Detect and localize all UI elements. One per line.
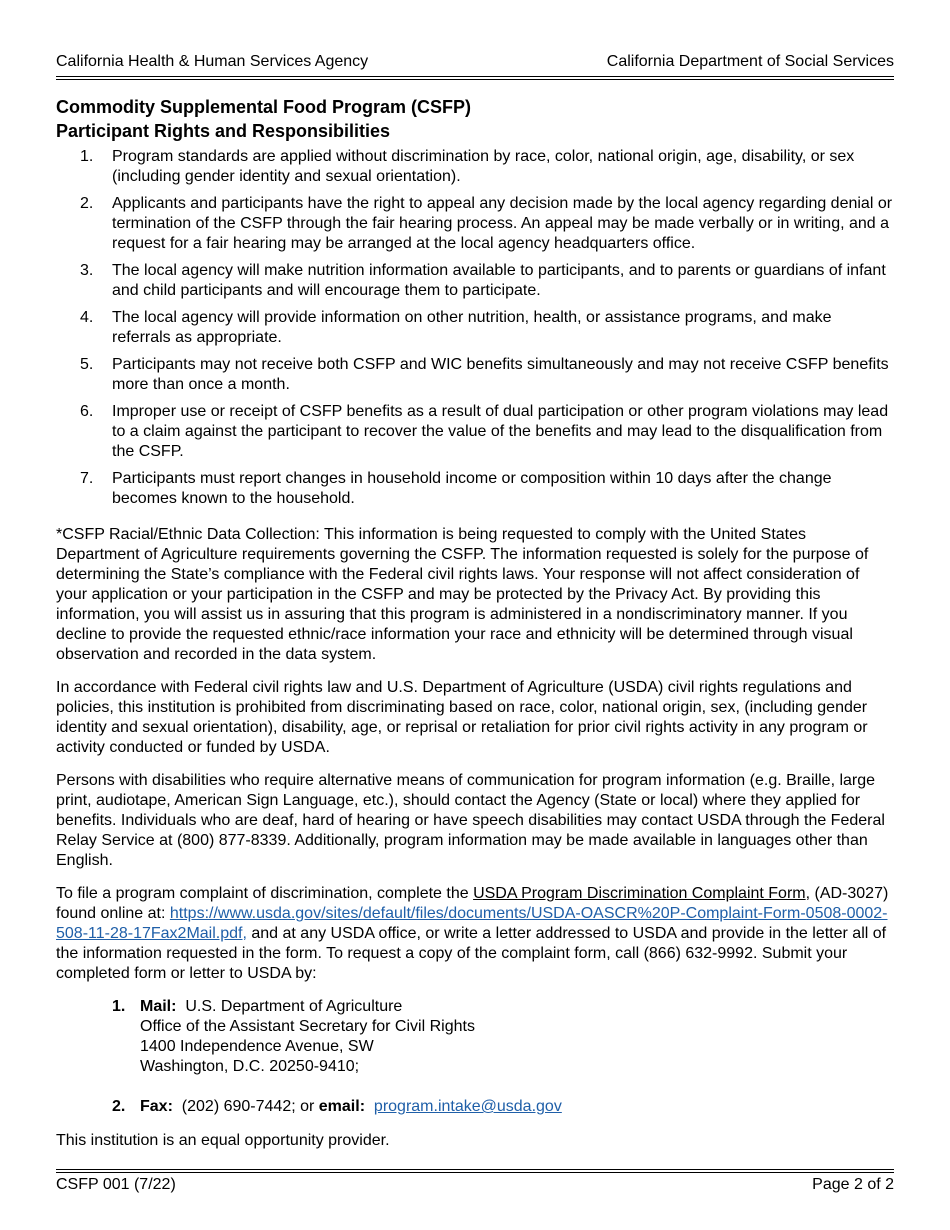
page-title <box>56 95 894 143</box>
complaint-intro: To file a program complaint of discrimination, complete the <box>56 885 474 902</box>
title-line-1: Commodity Supplemental Food Program (CSFP) <box>56 97 472 117</box>
form-number: CSFP 001 (7/22) <box>56 1176 176 1193</box>
list-item <box>56 469 894 509</box>
rights-list <box>56 147 894 509</box>
header-rule-bottom <box>56 79 894 80</box>
complaint-end: and at any USDA office, or write a letter addressed to USDA and provide in the letter all of the information requested in the form. To request a copy of the complaint form, call (866) 632-9992. Submit your completed form or letter to USDA by: <box>56 925 887 982</box>
item-number: 7. <box>80 470 94 487</box>
complaint-form-link[interactable]: https://www.usda.gov/sites/default/files/documents/USDA-OASCR%20P-Complaint-Form-0508-0002-508-11-28-17Fax2Mail.pdf, <box>56 905 888 942</box>
email-label: email: <box>318 1098 366 1115</box>
fax-number: (202) 690-7442; or <box>181 1098 319 1115</box>
list-item <box>56 147 894 187</box>
item-text: Applicants and participants have the right to appeal any decision made by the local agency regarding denial or termination of the CSFP through the fair hearing process. An appeal may be made verbally or in writing, and a request for a fair hearing may be arranged at the local agency headquarters office. <box>112 195 893 252</box>
complaint-paragraph <box>56 884 894 984</box>
mail-line-3: 1400 Independence Avenue, SW <box>140 1038 374 1055</box>
civil-rights-paragraph: In accordance with Federal civil rights law and U.S. Department of Agriculture (USDA) civil rights regulations and policies, this institution is prohibited from discriminating based on race, color, national origin, sex, (including gender identity and sexual orientation), disability, age, or reprisal or retaliation for prior civil rights activity in any program or activity conducted or funded by USDA. <box>56 679 868 756</box>
fax-item <box>56 1097 894 1117</box>
item-number: 4. <box>80 309 94 326</box>
item-text: Improper use or receipt of CSFP benefits as a result of dual participation or other program violations may lead to a claim against the participant to recover the value of the benefits and may lead to the disqualification from the CSFP. <box>112 403 889 460</box>
item-number: 3. <box>80 262 94 279</box>
title-line-2: Participant Rights and Responsibilities <box>56 121 391 141</box>
mail-label: Mail: <box>140 998 177 1015</box>
mail-line-2: Office of the Assistant Secretary for Civil Rights <box>140 1018 475 1035</box>
item-number: 2. <box>112 1098 126 1115</box>
item-number: 1. <box>112 998 126 1015</box>
page-header <box>56 52 894 72</box>
item-text: Participants must report changes in household income or composition within 10 days after the change becomes known to the household. <box>112 470 832 507</box>
list-item <box>56 261 894 301</box>
fax-email <box>140 1097 894 1117</box>
equal-opportunity-statement: This institution is an equal opportunity provider. <box>56 1132 390 1149</box>
footer-rule-bottom <box>56 1172 894 1173</box>
list-item <box>56 194 894 254</box>
item-number: 2. <box>80 195 94 212</box>
complaint-mid: , (AD-3027) found online at: <box>56 885 889 922</box>
item-text: The local agency will make nutrition information available to participants, and to parents or guardians of infant and child participants and will encourage them to participate. <box>112 262 886 299</box>
item-number: 1. <box>80 148 94 165</box>
footer-rule-top <box>56 1169 894 1170</box>
page-number: Page 2 of 2 <box>812 1176 894 1193</box>
page-content <box>56 95 894 1164</box>
item-number: 6. <box>80 403 94 420</box>
complaint-form-name: USDA Program Discrimination Complaint Form <box>473 885 806 902</box>
mail-address <box>140 997 894 1077</box>
list-item <box>56 402 894 462</box>
header-department: California Department of Social Services <box>606 53 894 70</box>
item-text: Participants may not receive both CSFP and WIC benefits simultaneously and may not receive CSFP benefits more than once a month. <box>112 356 889 393</box>
list-item <box>56 308 894 348</box>
mail-line-4: Washington, D.C. 20250-9410; <box>140 1058 360 1075</box>
mail-item <box>56 997 894 1077</box>
item-text: The local agency will provide information on other nutrition, health, or assistance programs, and make referrals as appropriate. <box>112 309 832 346</box>
page-footer <box>56 1175 894 1195</box>
item-number: 5. <box>80 356 94 373</box>
racial-ethnic-paragraph: *CSFP Racial/Ethnic Data Collection: This information is being requested to comply with the United States Department of Agriculture requirements governing the CSFP. The information requested is solely for the purpose of determining the State’s compliance with the Federal civil rights laws. Your response will not affect consideration of your application or your participation in the CSFP and may be protected by the Privacy Act. By providing this information, you will assist us in assuring that this program is administered in a nondiscriminatory manner. If you decline to provide the requested ethnic/race information your race and ethnicity will be determined through visual observation and recorded in the data system. <box>56 526 869 663</box>
disabilities-paragraph: Persons with disabilities who require alternative means of communication for program information (e.g. Braille, large print, audiotape, American Sign Language, etc.), should contact the Agency (State or local) where they applied for benefits. Individuals who are deaf, hard of hearing or have speech disabilities may contact USDA through the Federal Relay Service at (800) 877-8339. Additionally, program information may be made available in languages other than English. <box>56 772 885 869</box>
mail-line-1: U.S. Department of Agriculture <box>185 998 403 1015</box>
list-item <box>56 355 894 395</box>
header-rule-top <box>56 76 894 77</box>
item-text: Program standards are applied without discrimination by race, color, national origin, age, disability, or sex (including gender identity and sexual orientation). <box>112 148 855 185</box>
email-link[interactable]: program.intake@usda.gov <box>373 1098 562 1115</box>
header-agency: California Health & Human Services Agency <box>56 53 369 70</box>
submit-methods-list <box>56 997 894 1117</box>
fax-label: Fax: <box>140 1098 173 1115</box>
